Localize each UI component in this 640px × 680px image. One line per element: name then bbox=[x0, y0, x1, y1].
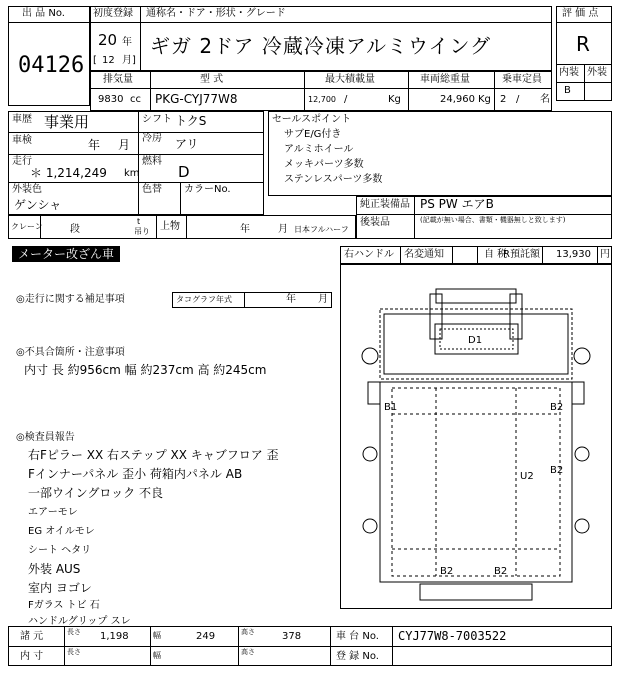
recycle-unit: 円 bbox=[600, 249, 610, 260]
max-load-header: 最大積載量 bbox=[325, 74, 375, 85]
tacho-month-unit: 月 bbox=[318, 294, 328, 305]
crane-hang: 吊り bbox=[134, 227, 150, 236]
reg-month-unit: 月] bbox=[122, 55, 136, 66]
name-label: 通称名・ドア・形状・グレード bbox=[146, 8, 286, 19]
model-header: 型 式 bbox=[200, 74, 224, 85]
inner-wid-label: 幅 bbox=[153, 651, 161, 660]
dims-len-label: 長さ bbox=[67, 628, 81, 636]
capacity-value: 2 bbox=[500, 94, 507, 105]
equipment-value: PS PW エアB bbox=[420, 197, 494, 211]
handle-label: 右ハンドル bbox=[344, 249, 394, 260]
history-label: 車歴 bbox=[12, 114, 32, 125]
diagram-label-b2-mid: B2 bbox=[550, 465, 564, 476]
reg-month: 12 bbox=[102, 55, 115, 66]
report-line-2: Fインナーパネル 歪小 荷箱内パネル AB bbox=[28, 467, 243, 481]
recycle-label: R預託額 bbox=[503, 249, 540, 260]
body-year-unit: 年 bbox=[240, 224, 250, 235]
gross-weight-value: 24,960 bbox=[440, 94, 475, 105]
dims-label: 諸 元 bbox=[20, 631, 44, 642]
vehicle-name: ギガ 2ドア 冷蔵冷凍アルミウイング bbox=[150, 34, 492, 58]
defects-label: ◎不具合箇所・注意事項 bbox=[16, 347, 125, 358]
exterior-label: 外装 bbox=[587, 67, 607, 78]
mileage-label: 走行 bbox=[12, 156, 32, 167]
sales-item-1: サブE/G付き bbox=[284, 129, 342, 140]
inspection-year-unit: 年 bbox=[88, 138, 101, 152]
diagram-label-b2-bottom-right: B2 bbox=[494, 566, 508, 577]
report-line-1: 右Fピラー XX 右ステップ XX キャブフロア 歪 bbox=[28, 448, 279, 462]
body-month-unit: 月 bbox=[278, 224, 288, 235]
diagram-label-b2-bottom-left: B2 bbox=[440, 566, 454, 577]
chassis-number: CYJ77W8-7003522 bbox=[398, 629, 507, 643]
interior-label: 内装 bbox=[559, 67, 579, 78]
body-maker: 日本フルハーフ bbox=[294, 225, 349, 234]
reg-month-open: [ bbox=[93, 55, 97, 66]
defects-text: 内寸 長 約956cm 幅 約237cm 高 約245cm bbox=[24, 363, 267, 377]
chassis-label: 車 台 No. bbox=[336, 631, 379, 642]
grade-value: R bbox=[576, 32, 590, 56]
model-value: PKG-CYJ77W8 bbox=[155, 92, 238, 106]
interior-value: B bbox=[564, 85, 571, 96]
aircon-label: 冷房 bbox=[142, 133, 162, 144]
inner-label: 内 寸 bbox=[20, 651, 44, 662]
mileage-value: ＊ 1,214,249 bbox=[30, 166, 107, 180]
max-load-unit: Kg bbox=[388, 94, 401, 105]
aftermarket-note: (記載が無い場合、書類・機器無しと致します) bbox=[420, 216, 566, 224]
report-line-3: 一部ウイングロック 不良 bbox=[28, 486, 163, 500]
crane-t: t bbox=[137, 217, 141, 226]
sales-label: セールスポイント bbox=[272, 114, 352, 125]
color-label: 外装色 bbox=[12, 184, 42, 195]
displacement-unit: cc bbox=[130, 94, 141, 105]
report-line-7: 外装 AUS bbox=[28, 562, 81, 576]
displacement-value: 9830 bbox=[98, 94, 124, 105]
diagram-label-d1: D1 bbox=[468, 335, 483, 346]
displacement-header: 排気量 bbox=[103, 74, 133, 85]
body-label: 上物 bbox=[160, 221, 180, 232]
reg-year: 20 bbox=[98, 31, 118, 49]
inner-len-label: 長さ bbox=[67, 648, 81, 656]
mileage-unit: km bbox=[124, 168, 140, 179]
name-change-label: 名変通知 bbox=[404, 249, 444, 260]
reg-label: 初度登録 bbox=[93, 8, 133, 19]
inner-hgt-label: 高さ bbox=[241, 648, 255, 656]
tamper-badge: メーター改ざん車 bbox=[12, 246, 120, 262]
tacho-year-unit: 年 bbox=[286, 294, 296, 305]
supplement-label: ◎走行に関する補足事項 bbox=[16, 294, 125, 305]
crane-stage: 段 bbox=[70, 224, 80, 235]
truck-diagram bbox=[340, 264, 612, 609]
capacity-header: 乗車定員 bbox=[502, 74, 542, 85]
diagram-label-b2-right: B2 bbox=[550, 402, 564, 413]
inspection-label: 車検 bbox=[12, 135, 32, 146]
equipment-label: 純正装備品 bbox=[360, 199, 410, 210]
report-label: ◎検査員報告 bbox=[16, 432, 75, 443]
report-line-6: シート ヘタリ bbox=[28, 545, 92, 556]
color-no-label: カラーNo. bbox=[184, 184, 231, 195]
gross-weight-unit: Kg bbox=[478, 94, 491, 105]
lot-number: 04126 bbox=[18, 53, 85, 78]
dims-hgt-label: 高さ bbox=[241, 628, 255, 636]
report-line-8: 室内 ヨゴレ bbox=[28, 581, 92, 595]
dims-wid: 249 bbox=[196, 631, 216, 642]
tax-label: 自 税 bbox=[484, 249, 508, 260]
report-line-5: EG オイルモレ bbox=[28, 526, 95, 537]
tacho-label: タコグラフ年式 bbox=[176, 295, 232, 304]
max-load-sep: / bbox=[344, 94, 348, 105]
report-line-4: エアーモレ bbox=[28, 507, 78, 518]
inspection-month-unit: 月 bbox=[118, 138, 131, 152]
sales-item-3: メッキパーツ多数 bbox=[284, 159, 364, 170]
tone-label: 色替 bbox=[142, 184, 162, 195]
sales-item-2: アルミホイール bbox=[284, 144, 354, 155]
grade-label: 評 価 点 bbox=[562, 8, 599, 19]
dims-len: 1,198 bbox=[100, 631, 129, 642]
aftermarket-label: 後装品 bbox=[360, 217, 390, 228]
report-line-9: Fガラス トビ 石 bbox=[28, 600, 100, 611]
recycle-value: 13,930 bbox=[556, 249, 591, 260]
name-change-box bbox=[452, 246, 478, 264]
reg-year-unit: 年 bbox=[122, 37, 132, 48]
max-load-value: 12,700 bbox=[308, 95, 336, 104]
aircon-value: アリ bbox=[175, 137, 199, 151]
report-line-10: ハンドルグリップ スレ bbox=[28, 616, 131, 627]
dims-wid-label: 幅 bbox=[153, 631, 161, 640]
registration-no-label: 登 録 No. bbox=[336, 651, 379, 662]
diagram-label-b1: B1 bbox=[384, 402, 398, 413]
fuel-value: D bbox=[178, 163, 190, 181]
lot-label: 出 品 No. bbox=[22, 8, 65, 19]
history-value: 事業用 bbox=[44, 113, 90, 131]
fuel-label: 燃料 bbox=[142, 156, 162, 167]
shift-value: トクS bbox=[175, 114, 207, 128]
crane-label: クレーン bbox=[11, 222, 43, 231]
color-value: ゲンシャ bbox=[14, 198, 62, 212]
shift-label: シフト bbox=[142, 114, 172, 125]
capacity-sep: / bbox=[516, 94, 520, 105]
capacity-unit: 名 bbox=[540, 94, 550, 105]
gross-weight-header: 車両総重量 bbox=[420, 74, 470, 85]
diagram-label-u2: U2 bbox=[520, 471, 534, 482]
dims-hgt: 378 bbox=[282, 631, 302, 642]
sales-item-4: ステンレスパーツ多数 bbox=[284, 174, 383, 185]
